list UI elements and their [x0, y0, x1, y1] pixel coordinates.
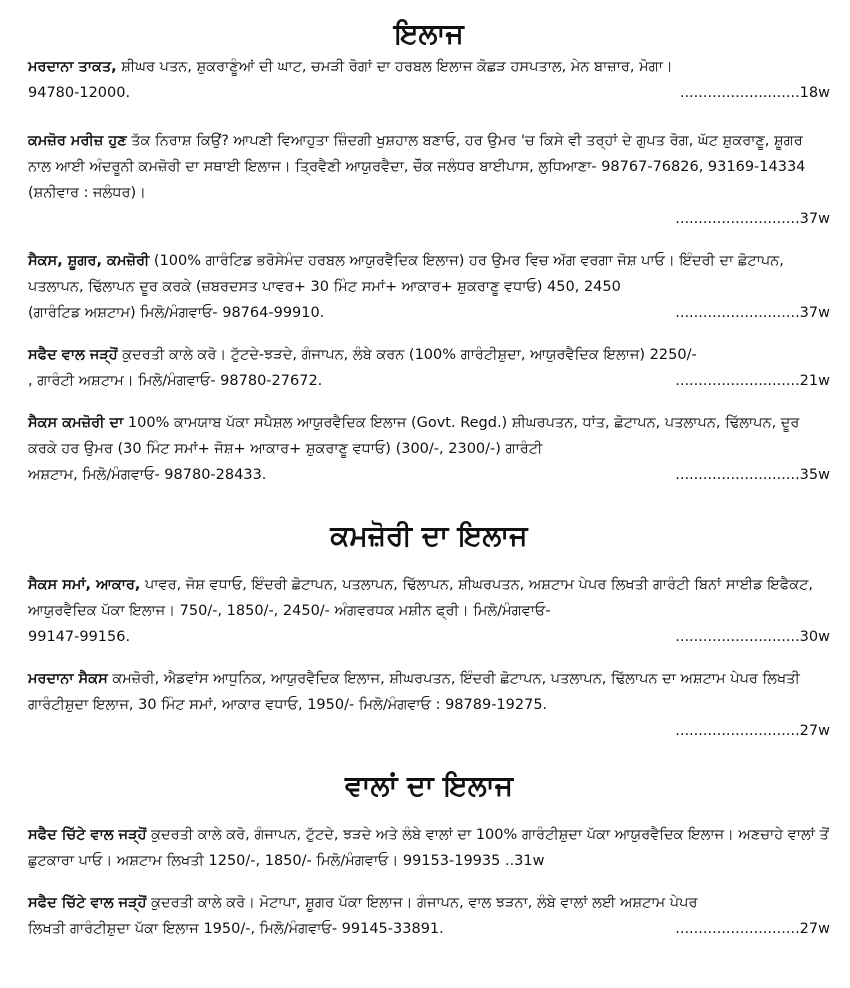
ad-tail-row [28, 624, 830, 650]
ad-code: ...........................37w [675, 211, 830, 227]
classified-ad [28, 248, 830, 326]
ad-code: ...........................27w [675, 723, 830, 739]
ad-tail-row [28, 80, 830, 106]
classified-ad [28, 890, 830, 942]
ad-tail: , ਗਾਰੰਟੀ ਅਸ਼ਟਾਮ। ਮਿਲੋ/ਮੰਗਵਾਓ- 98780-27672. [28, 373, 323, 389]
classified-ad [28, 54, 830, 106]
ad-lead: ਸਫੈਦ ਚਿੱਟੇ ਵਾਲ ਜੜ੍ਹੋਂ [28, 827, 147, 843]
ad-body: ਕੁਦਰਤੀ ਕਾਲੇ ਕਰੋ। ਟੁੱਟਦੇ-ਝੜਦੇ, ਗੰਜਾਪਨ, ਲੰਬੇ ਕਰਨ (100% ਗਾਰੰਟੀਸ਼ੁਦਾ, ਆਯੁਰਵੈਦਿਕ ਇਲਾਜ) 2250/- [117, 347, 697, 363]
classified-ad [28, 128, 830, 232]
ad-code: ...........................27w [675, 921, 830, 937]
ad-lead: ਸਫੈਦ ਚਿੱਟੇ ਵਾਲ ਜੜ੍ਹੋਂ [28, 895, 147, 911]
ad-lead: ਸੈਕਸ ਸਮਾਂ, ਆਕਾਰ, [28, 577, 141, 593]
classified-ad [28, 572, 830, 650]
ad-lead: ਸਫੈਦ ਵਾਲ ਜੜ੍ਹੋਂ [28, 347, 118, 363]
ad-body: (100% ਗਾਰੰਟਿਡ ਭਰੋਸੇਮੰਦ ਹਰਬਲ ਆਯੁਰਵੈਦਿਕ ਇਲਾਜ) ਹਰ ਉਮਰ ਵਿਚ ਅੱਗ ਵਰਗਾ ਜੋਸ਼ ਪਾਓ। ਇੰਦਰੀ ਦਾ ਛੋਟਾਪਨ, ਪਤਲਾਪਨ, ਢਿੱਲਾਪਨ ਦੂਰ ਕਰਕੇ (ਜ਼ਬਰਦਸਤ ਪਾਵਰ+ 30 ਮਿੰਟ ਸਮਾਂ+ ਆਕਾਰ+ ਸ਼ੁਕਰਾਣੂ ਵਧਾਓ) 450, 2450 [28, 253, 784, 295]
ad-body: 100% ਕਾਮਯਾਬ ਪੱਕਾ ਸਪੈਸ਼ਲ ਆਯੁਰਵੈਦਿਕ ਇਲਾਜ (Govt. Regd.) ਸ਼ੀਘਰਪਤਨ, ਧਾਂਤ, ਛੋਟਾਪਨ, ਪਤਲਾਪਨ, ਢਿੱਲਾਪਨ, ਦੂਰ ਕਰਕੇ ਹਰ ਉਮਰ (30 ਮਿੰਟ ਸਮਾਂ+ ਜੋਸ਼+ ਆਕਾਰ+ ਸ਼ੁਕਰਾਣੂ ਵਧਾਓ) (300/-, 2300/-) ਗਾਰੰਟੀ [28, 415, 800, 457]
ad-tail: 94780-12000. [28, 85, 131, 101]
ad-tail: (ਗਾਰੰਟਿਡ ਅਸ਼ਟਾਮ) ਮਿਲੋ/ਮੰਗਵਾਓ- 98764-99910. [28, 305, 325, 321]
classifieds-page [28, 14, 830, 942]
classified-ad [28, 822, 830, 874]
classified-ad [28, 666, 830, 744]
ad-body: ਕੁਦਰਤੀ ਕਾਲੇ ਕਰੋ, ਗੰਜਾਪਨ, ਟੁੱਟਦੇ, ਝੜਦੇ ਅਤੇ ਲੰਬੇ ਵਾਲਾਂ ਦਾ 100% ਗਾਰੰਟੀਸ਼ੁਦਾ ਪੱਕਾ ਆਯੁਰਵੈਦਿਕ ਇਲਾਜ। ਅਣਚਾਹੇ ਵਾਲਾਂ ਤੋਂ ਛੁਟਕਾਰਾ ਪਾਓ। ਅਸ਼ਟਾਮ ਲਿਖਤੀ 1250/-, 1850/- ਮਿਲੋ/ਮੰਗਵਾਓ। 99153-19935 ..31w [28, 827, 829, 869]
ad-lead: ਸੈਕਸ, ਸ਼ੂਗਰ, ਕਮਜ਼ੋਰੀ [28, 253, 150, 269]
ad-tail-row [28, 368, 830, 394]
ad-lead: ਮਰਦਾਨਾ ਸੈਕਸ [28, 671, 108, 687]
ad-lead: ਮਰਦਾਨਾ ਤਾਕਤ, [28, 59, 117, 75]
ad-body: ਤੱਕ ਨਿਰਾਸ਼ ਕਿਉਂ? ਆਪਣੀ ਵਿਆਹੁਤਾ ਜ਼ਿੰਦਗੀ ਖੁਸ਼ਹਾਲ ਬਣਾਓ, ਹਰ ਉਮਰ 'ਚ ਕਿਸੇ ਵੀ ਤਰ੍ਹਾਂ ਦੇ ਗੁਪਤ ਰੋਗ, ਘੱਟ ਸ਼ੁਕਰਾਣੂ, ਸ਼ੂਗਰ ਨਾਲ ਆਈ ਅੰਦਰੂਨੀ ਕਮਜ਼ੋਰੀ ਦਾ ਸਥਾਈ ਇਲਾਜ। ਤ੍ਰਿਵੈਣੀ ਆਯੁਰਵੈਦਾ, ਚੌਕ ਜਲੰਧਰ ਬਾਈਪਾਸ, ਲੁਧਿਆਣਾ- 98767-76826, 93169-14334 (ਸ਼ਨੀਵਾਰ : ਜਲੰਧਰ)। [28, 133, 806, 201]
ad-lead: ਸੈਕਸ ਕਮਜ਼ੋਰੀ ਦਾ [28, 415, 124, 431]
section-heading: ਕਮਜ਼ੋਰੀ ਦਾ ਇਲਾਜ [330, 519, 528, 552]
ad-body: ਸ਼ੀਘਰ ਪਤਨ, ਸ਼ੁਕਰਾਣੂੰਆਂ ਦੀ ਘਾਟ, ਚਮੜੀ ਰੋਗਾਂ ਦਾ ਹਰਬਲ ਇਲਾਜ ਕੋਛੜ ਹਸਪਤਾਲ, ਮੇਨ ਬਾਜ਼ਾਰ, ਮੋਗਾ। [116, 59, 673, 75]
ad-code: ...........................30w [675, 629, 830, 645]
ad-code-row [28, 718, 830, 744]
ad-tail-row [28, 462, 830, 488]
ad-code: ..........................18w [679, 85, 830, 101]
ad-code: ...........................21w [675, 373, 830, 389]
ad-tail-row [28, 300, 830, 326]
ad-tail-row [28, 916, 830, 942]
ad-code: ...........................37w [675, 305, 830, 321]
ad-code: ...........................35w [675, 467, 830, 483]
ad-body: ਪਾਵਰ, ਜੋਸ਼ ਵਧਾਓ, ਇੰਦਰੀ ਛੋਟਾਪਨ, ਪਤਲਾਪਨ, ਢਿੱਲਾਪਨ, ਸ਼ੀਘਰਪਤਨ, ਅਸ਼ਟਾਮ ਪੇਪਰ ਲਿਖਤੀ ਗਾਰੰਟੀ ਬਿਨਾਂ ਸਾਈਡ ਇਫੈਕਟ, ਆਯੁਰਵੈਦਿਕ ਪੱਕਾ ਇਲਾਜ। 750/-, 1850/-, 2450/- ਅੰਗਵਰਧਕ ਮਸ਼ੀਨ ਫ੍ਰੀ। ਮਿਲੋ/ਮੰਗਵਾਓ- [28, 577, 813, 619]
ad-tail: ਲਿਖਤੀ ਗਾਰੰਟੀਸ਼ੁਦਾ ਪੱਕਾ ਇਲਾਜ 1950/-, ਮਿਲੋ/ਮੰਗਵਾਓ- 99145-33891. [28, 921, 444, 937]
ad-lead: ਕਮਜ਼ੋਰ ਮਰੀਜ਼ ਹੁਣ [28, 133, 127, 149]
section-heading: ਵਾਲਾਂ ਦਾ ਇਲਾਜ [345, 769, 513, 802]
classified-ad [28, 342, 830, 394]
ad-body: ਕਮਜ਼ੋਰੀ, ਐਡਵਾਂਸ ਆਧੁਨਿਕ, ਆਯੁਰਵੈਦਿਕ ਇਲਾਜ, ਸ਼ੀਘਰਪਤਨ, ਇੰਦਰੀ ਛੋਟਾਪਨ, ਪਤਲਾਪਨ, ਢਿੱਲਾਪਨ ਦਾ ਅਸ਼ਟਾਮ ਪੇਪਰ ਲਿਖਤੀ ਗਾਰੰਟੀਸ਼ੁਦਾ ਇਲਾਜ, 30 ਮਿੰਟ ਸਮਾਂ, ਆਕਾਰ ਵਧਾਓ, 1950/- ਮਿਲੋ/ਮੰਗਵਾਓ : 98789-19275. [28, 671, 800, 713]
section-heading: ਇਲਾਜ [394, 17, 464, 50]
ad-code-row [28, 206, 830, 232]
classified-ad [28, 410, 830, 488]
ad-tail: ਅਸ਼ਟਾਮ, ਮਿਲੋ/ਮੰਗਵਾਓ- 98780-28433. [28, 467, 267, 483]
ad-body: ਕੁਦਰਤੀ ਕਾਲੇ ਕਰੋ। ਮੋਟਾਪਾ, ਸ਼ੂਗਰ ਪੱਕਾ ਇਲਾਜ। ਗੰਜਾਪਨ, ਵਾਲ ਝੜਨਾ, ਲੰਬੇ ਵਾਲਾਂ ਲਈ ਅਸ਼ਟਾਮ ਪੇਪਰ [146, 895, 698, 911]
ad-tail: 99147-99156. [28, 629, 131, 645]
